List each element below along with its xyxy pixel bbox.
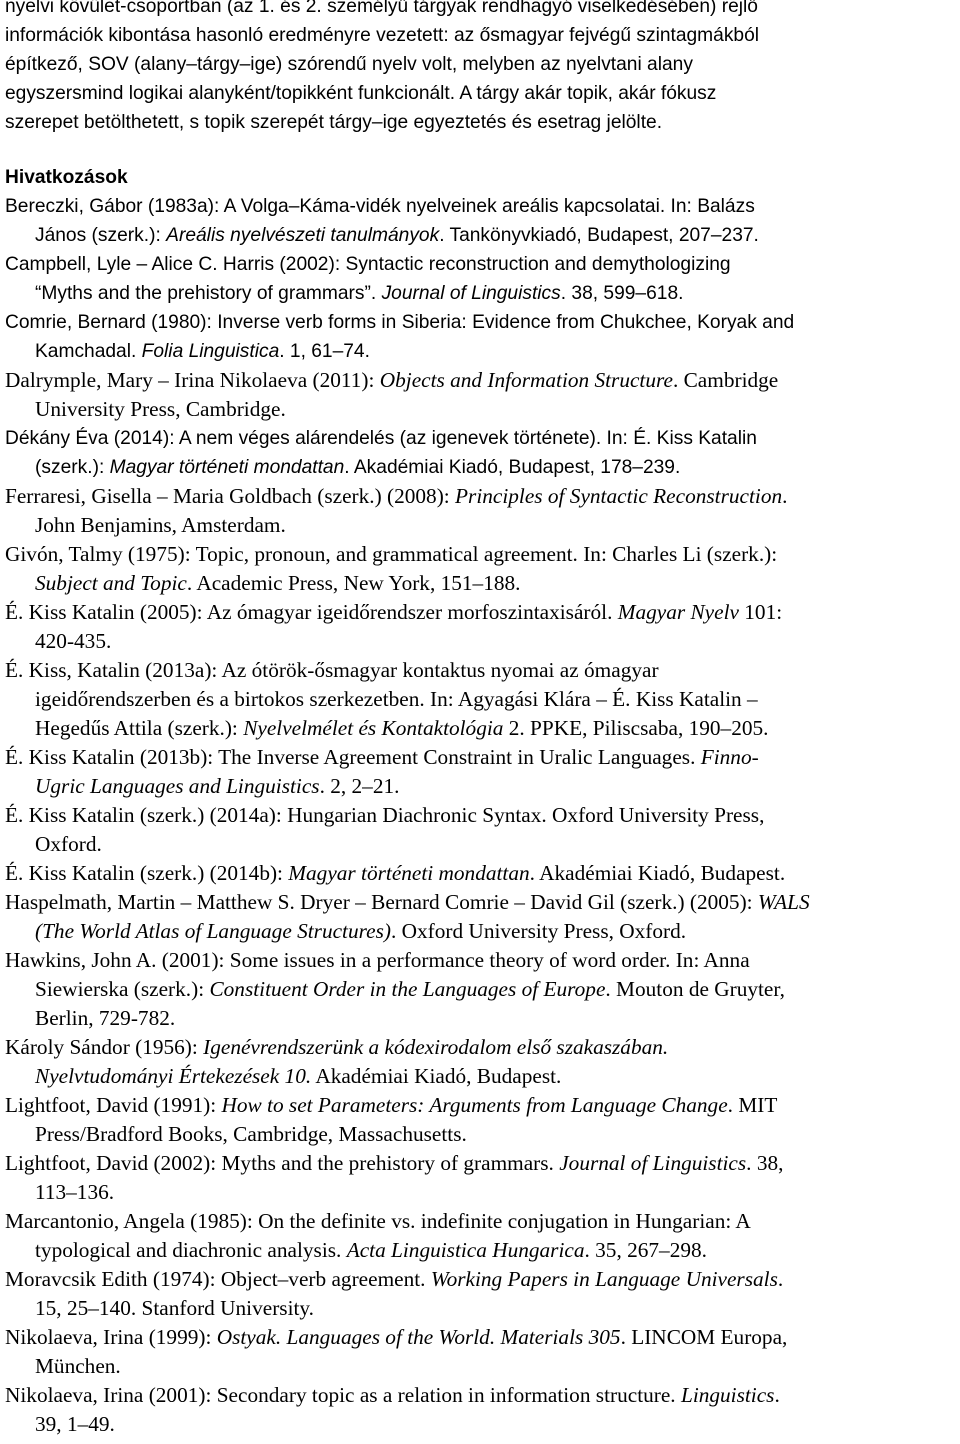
text-line [5,192,957,221]
italic-title: Nyelvelmélet és Kontaktológia [243,716,504,740]
text-line [5,308,957,337]
italic-title: Folia Linguistica [141,341,280,362]
text-line [5,975,957,1004]
italic-title: Areális nyelvészeti tanulmányok [166,225,440,246]
reference-entry [5,888,957,946]
text-line [5,50,957,79]
text-line [5,1091,957,1120]
text-run: Nikolaeva, Irina (2001): Secondary topic as a relation in information structure. [5,1383,681,1407]
reference-entry [5,424,957,482]
text-run: Akadémiai Kiadó, Budapest. [311,1064,562,1088]
reference-entry [5,859,957,888]
text-line [5,1236,957,1265]
reference-entry [5,1149,957,1207]
text-run: É. Kiss Katalin (szerk.) (2014b): [5,861,289,885]
text-run: Haspelmath, Martin – Matthew S. Dryer – Bernard Comrie – David Gil (szerk.) (2005): [5,890,758,914]
intro-paragraph [5,0,957,137]
text-line [5,108,957,137]
text-line [5,801,957,830]
text-line [5,685,957,714]
text-line [5,946,957,975]
text-line [5,917,957,946]
text-line [5,366,957,395]
text-line [5,1352,957,1381]
text-run: János (szerk.): [35,225,167,246]
text-run: . LINCOM Europa, [620,1325,788,1349]
reference-entry [5,1265,957,1323]
italic-title: How to set Parameters: Arguments from Language Change [221,1093,728,1117]
italic-title: Acta Linguistica Hungarica [346,1238,585,1262]
text-run: Marcantonio, Angela (1985): On the definite vs. indefinite conjugation in Hungarian: A [5,1209,751,1233]
text-run: szerepet betölthetett, s topik szerepét tárgy–ige egyeztetés és esetrag jelölte. [5,112,663,133]
text-run: . Akadémiai Kiadó, Budapest. [529,861,786,885]
reference-entry [5,540,957,598]
text-run: . Tankönyvkiadó, Budapest, 207–237. [439,225,759,246]
text-run: egyszersmind logikai alanyként/topikként funkcionált. A tárgy akár topik, akár fókusz [5,83,717,104]
reference-entry [5,598,957,656]
reference-entry [5,801,957,859]
italic-title: Nyelvtudományi Értekezések 10. [35,1064,312,1088]
text-line [5,714,957,743]
reference-entry [5,250,957,308]
italic-title: Igenévrendszerünk a kódexirodalom első szakaszában. [203,1035,669,1059]
text-line [5,21,957,50]
italic-title: (The World Atlas of Language Structures) [35,919,391,943]
text-run: University Press, Cambridge. [35,397,286,421]
reference-entry [5,366,957,424]
reference-entry [5,1207,957,1265]
text-run: Berlin, 729-782. [35,1006,176,1030]
text-run: . [777,1267,784,1291]
text-run: . Mouton de Gruyter, [605,977,785,1001]
italic-title: Finno- [700,745,759,769]
text-run: . 1, 61–74. [279,341,370,362]
text-run: Dékány Éva (2014): A nem véges alárendelés (az igenevek története). In: É. Kiss Katalin [5,428,757,449]
text-line [5,1178,957,1207]
reference-list [5,192,957,1439]
text-run: Bereczki, Gábor (1983a): A Volga–Káma-vidék nyelveinek areális kapcsolatai. In: Balázs [5,196,755,217]
text-run: . 38, 599–618. [560,283,684,304]
italic-title: Magyar Nyelv [617,600,739,624]
text-run: . Akadémiai Kiadó, Budapest, 178–239. [344,457,681,478]
text-run: 15, 25–140. Stanford University. [35,1296,315,1320]
text-run: Siewierska (szerk.): [35,977,210,1001]
text-run: Nikolaeva, Irina (1999): [5,1325,217,1349]
text-line [5,1120,957,1149]
text-line [5,1265,957,1294]
reference-entry [5,308,957,366]
section-gap [5,137,957,163]
text-run: Dalrymple, Mary – Irina Nikolaeva (2011): [5,368,380,392]
text-run: . 38, [746,1151,784,1175]
text-run: É. Kiss Katalin (szerk.) (2014a): Hungarian Diachronic Syntax. Oxford University Press, [5,803,765,827]
text-run: . 2, 2–21. [319,774,400,798]
italic-title: Principles of Syntactic Reconstruction [455,484,783,508]
italic-title: Ugric Languages and Linguistics [35,774,320,798]
text-line [5,656,957,685]
text-run: Givón, Talmy (1975): Topic, pronoun, and grammatical agreement. In: Charles Li (szerk.): [5,542,778,566]
reference-entry [5,1091,957,1149]
text-run: építkező, SOV (alany–tárgy–ige) szórendű nyelv volt, melyben az nyelvtani alany [5,54,693,75]
text-run: Ferraresi, Gisella – Maria Goldbach (szerk.) (2008): [5,484,456,508]
italic-title: Objects and Information Structure [379,368,673,392]
references-heading: Hivatkozások [5,167,128,188]
text-line [5,337,957,366]
italic-title: Journal of Linguistics [559,1151,747,1175]
text-run: Károly Sándor (1956): [5,1035,204,1059]
text-line [5,424,957,453]
text-line [5,279,957,308]
italic-title: Linguistics [680,1383,775,1407]
text-run: Kamchadal. [35,341,142,362]
text-run: 2. PPKE, Piliscsaba, 190–205. [503,716,769,740]
text-line [5,79,957,108]
text-run: Campbell, Lyle – Alice C. Harris (2002): Syntactic reconstruction and demythologizing [5,254,731,275]
text-line [5,569,957,598]
text-run: (szerk.): [35,457,110,478]
italic-title: Magyar történeti mondattan [288,861,530,885]
text-run: Comrie, Bernard (1980): Inverse verb forms in Siberia: Evidence from Chukchee, Koryak and [5,312,795,333]
text-run: 101: [738,600,783,624]
text-run: Hegedűs Attila (szerk.): [35,716,244,740]
italic-title: Magyar történeti mondattan [109,457,345,478]
text-line [5,830,957,859]
text-line [5,859,957,888]
text-line [5,0,957,21]
text-line [5,772,957,801]
text-run: nyelvi kövület-csoportban (az 1. és 2. személyű tárgyak rendhagyó viselkedésében) rejlő [5,0,758,17]
text-line [5,627,957,656]
text-run: igeidőrendszerben és a birtokos szerkezetben. In: Agyagási Klára – É. Kiss Katalin – [35,687,758,711]
text-line [5,743,957,772]
text-run: “Myths and the prehistory of grammars”. [35,283,382,304]
text-run: . MIT [727,1093,778,1117]
text-run: . Cambridge [672,368,779,392]
text-line [5,1207,957,1236]
reference-entry [5,192,957,250]
text-line [5,888,957,917]
text-run: typological and diachronic analysis. [35,1238,347,1262]
text-line [5,511,957,540]
italic-title: Journal of Linguistics [381,283,561,304]
text-run: Lightfoot, David (1991): [5,1093,222,1117]
text-run: . [782,484,788,508]
reference-entry [5,946,957,1033]
text-line [5,598,957,627]
text-run: . Oxford University Press, Oxford. [390,919,687,943]
reference-entry [5,482,957,540]
text-run: John Benjamins, Amsterdam. [35,513,286,537]
reference-entry [5,1381,957,1439]
reference-entry [5,1033,957,1091]
text-line [5,1323,957,1352]
document-page [5,0,957,1439]
text-run: É. Kiss Katalin (2013b): The Inverse Agreement Constraint in Uralic Languages. [5,745,701,769]
text-run: Hawkins, John A. (2001): Some issues in a performance theory of word order. In: Anna [5,948,750,972]
reference-entry [5,743,957,801]
text-line [5,1410,957,1439]
text-line [5,395,957,424]
text-run: É. Kiss, Katalin (2013a): Az ótörök-ősmagyar kontaktus nyomai az ómagyar [5,658,659,682]
text-line [5,250,957,279]
italic-title: Subject and Topic [35,571,187,595]
text-run: Press/Bradford Books, Cambridge, Massachusetts. [35,1122,467,1146]
reference-entry [5,656,957,743]
text-run: . 35, 267–298. [584,1238,707,1262]
text-line [5,453,957,482]
text-run: . Academic Press, New York, 151–188. [186,571,521,595]
text-run: Moravcsik Edith (1974): Object–verb agreement. [5,1267,431,1291]
text-run: 39, 1–49. [35,1412,115,1436]
text-line [5,482,957,511]
text-line [5,1004,957,1033]
italic-title: WALS [757,890,810,914]
text-run: . [774,1383,780,1407]
text-line [5,1033,957,1062]
text-run: München. [35,1354,121,1378]
text-line [5,221,957,250]
text-line [5,1381,957,1410]
text-run: 113–136. [35,1180,115,1204]
text-line [5,1294,957,1323]
italic-title: Constituent Order in the Languages of Europe [209,977,606,1001]
text-line [5,1062,957,1091]
reference-entry [5,1323,957,1381]
text-run: Lightfoot, David (2002): Myths and the prehistory of grammars. [5,1151,560,1175]
italic-title: Working Papers in Language Universals [430,1267,778,1291]
italic-title: Ostyak. Languages of the World. Materials 305 [216,1325,621,1349]
text-line [5,1149,957,1178]
text-run: É. Kiss Katalin (2005): Az ómagyar igeidőrendszer morfoszintaxisáról. [5,600,618,624]
text-run: 420-435. [35,629,112,653]
text-run: Oxford. [35,832,102,856]
text-line [5,540,957,569]
text-run: információk kibontása hasonló eredményre vezetett: az ősmagyar fejvégű szintagmákból [5,25,760,46]
